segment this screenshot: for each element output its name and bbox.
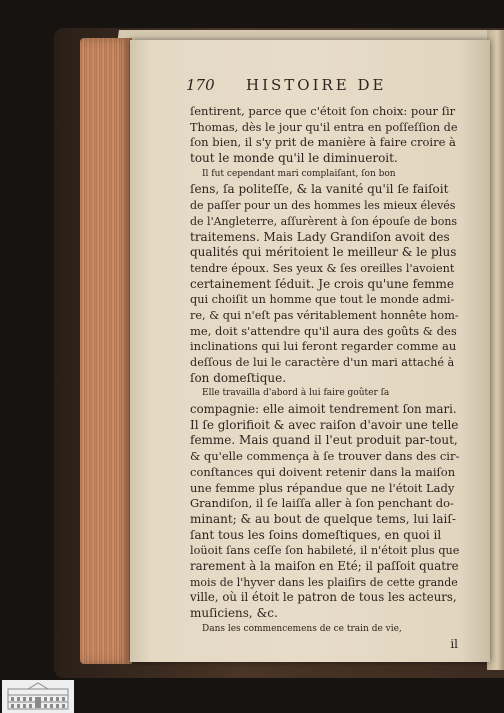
text-line: compagnie: elle aimoit tendrement ſon mari. <box>190 402 457 417</box>
text-line: Il fut cependant mari complaiſant, ſon bon <box>202 168 396 179</box>
text-line: femme. Mais quand il l'eut produit par-tout, <box>190 433 458 448</box>
text-line: Il ſe glorifioit & avec raiſon d'avoir une telle <box>190 417 459 432</box>
text-line: certainement ſéduit. Je crois qu'une femme <box>190 276 454 291</box>
text-line: tendre époux. Ses yeux & ſes oreilles l'avoient <box>190 261 455 275</box>
text-line: loüoit ſans ceſſe ſon habileté, il n'étoit plus que <box>190 544 460 558</box>
text-line: ſon bien, il s'y prit de manière à faire croire à <box>190 135 456 150</box>
text-line: inclinations qui lui feront regarder comme au <box>190 339 457 354</box>
text-line: conſtances qui doivent retenir dans la maiſon <box>190 464 456 479</box>
text-line: ſentirent, parce que c'étoit ſon choix: pour ſir <box>190 104 456 118</box>
catchword: il <box>450 637 458 652</box>
text-line: ſens, ſa politeſſe, & la vanité qu'il ſe faiſoit <box>190 182 449 197</box>
page-header <box>186 76 476 98</box>
text-line: ville, où il étoit le patron de tous les acteurs, <box>190 590 457 605</box>
page-fore-edge <box>80 38 132 664</box>
text-line: rarement à la maiſon en Eté; il paſſoit quatre <box>190 558 459 573</box>
text-line: ſant tous les ſoins domeſtiques, en quoi il <box>190 527 442 542</box>
text-line: qui choiſit un homme que tout le monde admi- <box>190 293 455 307</box>
text-line: Elle travailla d'abord à lui faire goûter ſa <box>202 388 390 399</box>
text-line: mois de l'hyver dans les plaiſirs de cette grande <box>190 575 458 589</box>
text-line: deſſous de lui le caractère d'un mari attaché à <box>190 356 455 369</box>
body-text <box>190 104 458 653</box>
text-line: & qu'elle commença à ſe trouver dans des cir- <box>190 449 460 464</box>
text-line: de l'Angleterre, aſſurèrent à ſon épouſe de bons <box>190 214 458 228</box>
library-logo <box>2 680 74 713</box>
text-line: Grandiſon, il ſe laiſſa aller à ſon penchant do- <box>190 496 454 511</box>
text-line: minant; & au bout de quelque tems, lui laiſ- <box>190 511 456 526</box>
text-line: muſiciens, &c. <box>190 606 278 620</box>
text-line: qualités qui méritoient le meilleur & le plus <box>190 245 457 260</box>
text-line: me, doit s'attendre qu'il aura des goûts & des <box>190 323 457 338</box>
text-line: traitemens. Mais Lady Grandiſon avoit des <box>190 229 450 244</box>
page-number: 170 <box>186 76 215 94</box>
text-line: ſon domeſtique. <box>190 370 287 385</box>
text-line: tout le monde qu'il le diminueroit. <box>190 151 398 166</box>
text-line: re, & qui n'eſt pas véritablement honnête hom- <box>190 308 459 322</box>
text-line: Thomas, dès le jour qu'il entra en poſſeſſion de <box>190 120 458 134</box>
text-line: Dans les commencemens de ce train de vie, <box>202 623 402 634</box>
text-line: de paſſer pour un des hommes les mieux élevés <box>190 199 456 213</box>
running-title: HISTOIRE DE <box>246 76 387 94</box>
text-line: une femme plus répandue que ne l'étoit Lady <box>190 480 455 495</box>
